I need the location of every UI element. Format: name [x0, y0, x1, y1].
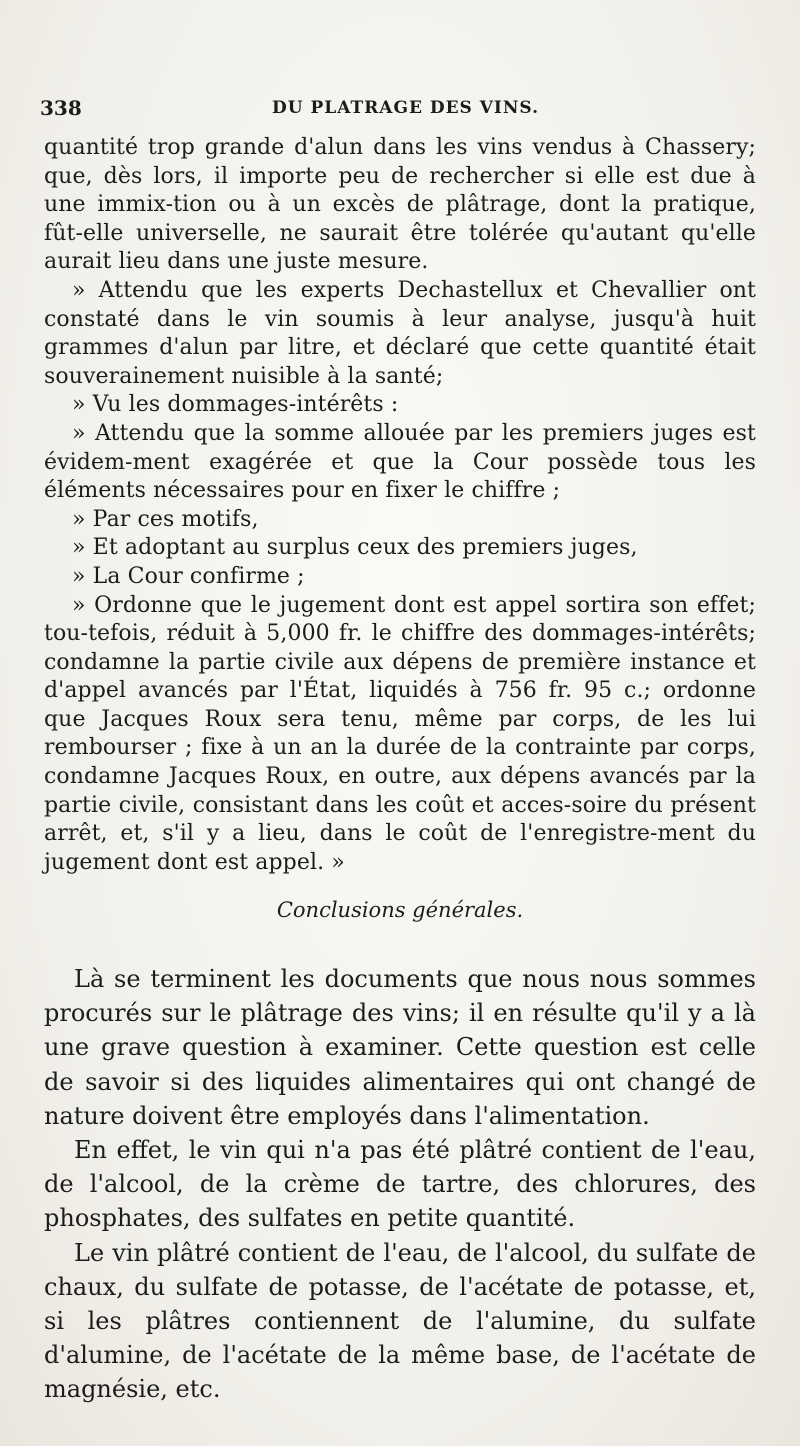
- paragraph: » Attendu que la somme allouée par les premiers juges est évidem-ment exagérée et que la Cour possède tous les éléments nécessaires pour en fixer le chiffre ;: [44, 420, 756, 504]
- court-ruling-text: [44, 134, 756, 877]
- page-number: 338: [40, 96, 82, 120]
- paragraph: » La Cour confirme ;: [72, 563, 305, 589]
- paragraph: » Attendu que les experts Dechastellux et Chevallier ont constaté dans le vin soumis à leur analyse, jusqu'à huit grammes d'alun par litre, et déclaré que cette quantité était souverainement nuisible à la santé;: [44, 277, 756, 389]
- paragraph: Le vin plâtré contient de l'eau, de l'alcool, du sulfate de chaux, du sulfate de potasse, de l'acétate de potasse, et, si les plâtres contiennent de l'alumine, du sulfate d'alumine, de l'acétate de la même base, de l'acétate de magnésie, etc.: [44, 1238, 756, 1404]
- paragraph: » Ordonne que le jugement dont est appel sortira son effet; tou-tefois, réduit à 5,000 fr. le chiffre des dommages-intérêts; condamne la partie civile aux dépens de première instance et d'appel avancés par l'État, liquidés à 756 fr. 95 c.; ordonne que Jacques Roux sera tenu, même par corps, de les lui rembourser ; fixe à un an la durée de la contrainte par corps, condamne Jacques Roux, en outre, aux dépens avancés par la partie civile, consistant dans les coût et acces-soire du présent arrêt, et, s'il y a lieu, dans le coût de l'enregistre-ment du jugement dont est appel. »: [44, 592, 756, 875]
- conclusions-text: [44, 962, 756, 1407]
- section-heading: Conclusions générales.: [276, 898, 524, 922]
- paragraph: » Et adoptant au surplus ceux des premiers juges,: [72, 535, 638, 561]
- page-header: [40, 96, 760, 126]
- paragraph: » Par ces motifs,: [72, 506, 259, 532]
- paragraph: quantité trop grande d'alun dans les vins vendus à Chassery; que, dès lors, il importe peu de rechercher si elle est due à une immix-tion ou à un excès de plâtrage, dont la pratique, fût-elle universelle, ne saurait être tolérée qu'autant qu'elle aurait lieu dans une juste mesure.: [44, 135, 756, 275]
- paragraph: En effet, le vin qui n'a pas été plâtré contient de l'eau, de l'alcool, de la crème de tartre, des chlorures, des phosphates, des sulfates en petite quantité.: [44, 1136, 756, 1233]
- running-title: DU PLATRAGE DES VINS.: [272, 98, 540, 118]
- paragraph: Là se terminent les documents que nous nous sommes procurés sur le plâtrage des vins; il en résulte qu'il y a là une grave question à examiner. Cette question est celle de savoir si des liquides alimentaires qui ont changé de nature doivent être employés dans l'alimentation.: [44, 965, 756, 1130]
- paragraph: » Vu les dommages-intérêts :: [72, 392, 399, 418]
